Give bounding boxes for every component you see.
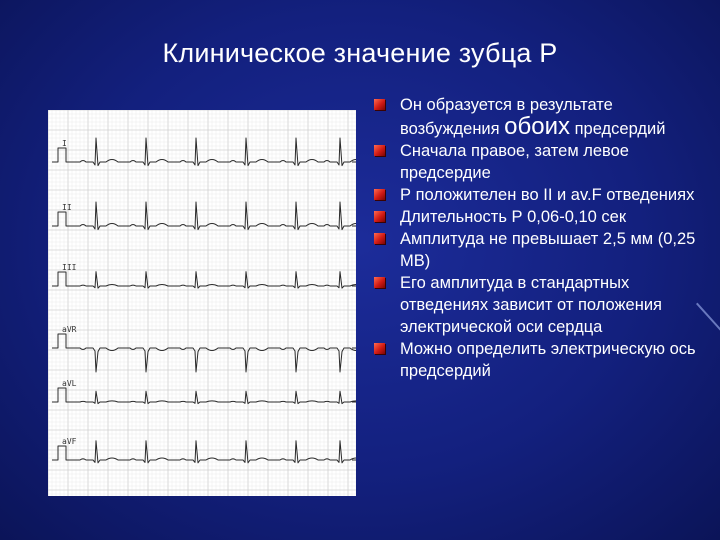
bullet-marker-icon bbox=[374, 211, 385, 222]
bullet-text: Он образуется в результате возбуждения bbox=[400, 96, 613, 138]
bullet-marker-icon bbox=[374, 277, 385, 288]
bullet-item bbox=[374, 338, 704, 382]
bullet-text: Можно определить электрическую ось предсердий bbox=[400, 340, 696, 380]
bullet-item bbox=[374, 206, 704, 228]
slide-title: Клиническое значение зубца Р bbox=[162, 38, 558, 68]
ecg-grid-fine bbox=[48, 110, 356, 496]
bullet-marker-icon bbox=[374, 99, 385, 110]
ecg-lead-label-avr: aVR bbox=[62, 325, 77, 334]
bullet-marker-icon bbox=[374, 233, 385, 244]
ecg-image bbox=[48, 110, 356, 496]
bullet-item bbox=[374, 184, 704, 206]
bullet-text: Сначала правое, затем левое предсердие bbox=[400, 142, 629, 182]
bullet-marker-icon bbox=[374, 189, 385, 200]
bullet-text: Его амплитуда в стандартных отведениях зависит от положения электрической оси сердца bbox=[400, 274, 662, 336]
bullet-text: Амплитуда не превышает 2,5 мм (0,25 МВ) bbox=[400, 230, 696, 270]
bullet-text: Р положителен во II и av.F отведениях bbox=[400, 186, 695, 204]
ecg-lead-label-i: I bbox=[62, 139, 67, 148]
bullet-text-end: предсердий bbox=[570, 120, 666, 138]
bullet-marker-icon bbox=[374, 145, 385, 156]
bullet-item bbox=[374, 228, 704, 272]
ecg-lead-label-ii: II bbox=[62, 203, 72, 212]
bullet-item bbox=[374, 94, 704, 140]
bullet-item bbox=[374, 272, 704, 338]
bullet-text: Длительность Р 0,06-0,10 сек bbox=[400, 208, 627, 226]
bullet-item bbox=[374, 140, 704, 184]
bullet-emphasis: обоих bbox=[504, 113, 571, 140]
ecg-lead-label-avl: aVL bbox=[62, 379, 77, 388]
bullet-marker-icon bbox=[374, 343, 385, 354]
bullet-list bbox=[374, 94, 704, 382]
ecg-lead-label-iii: III bbox=[62, 263, 77, 272]
ecg-strip bbox=[48, 110, 356, 496]
ecg-lead-label-avf: aVF bbox=[62, 437, 77, 446]
